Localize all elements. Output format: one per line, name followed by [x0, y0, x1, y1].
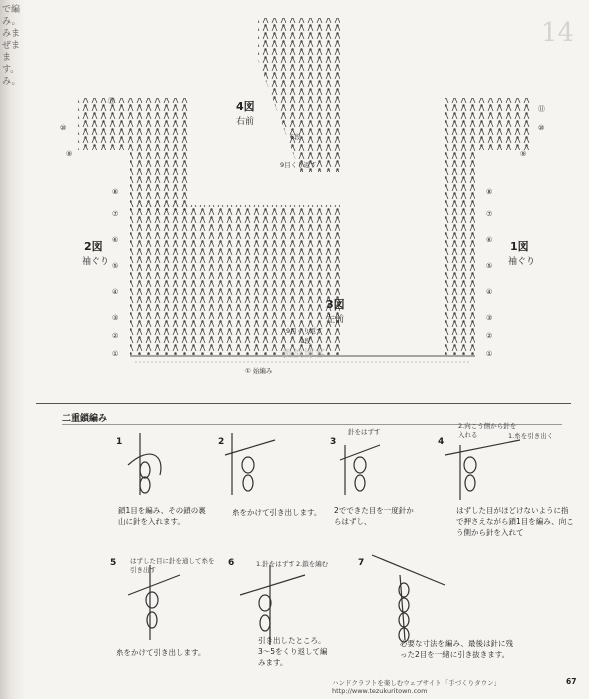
side-page-number: 14 — [541, 18, 575, 48]
step6-annotation: 1.針をはずす — [256, 560, 295, 568]
step4-annotation-2: 1.糸を引き出く — [508, 432, 554, 440]
section-divider — [36, 403, 571, 404]
chart-fig4 — [258, 18, 340, 172]
fig3-start: ① 始編み — [245, 367, 273, 375]
step2-caption: 糸をかけて引き出します。 — [232, 508, 322, 517]
step5-annotation: はずした目に針を通して糸を引き出す — [130, 557, 215, 574]
chart-fig1 — [445, 98, 475, 355]
fig4-count-label: 9目くり返す — [280, 161, 317, 169]
gutter-line: ます。 — [2, 53, 20, 75]
step5-caption: 糸をかけて引き出します。 — [116, 648, 206, 657]
row-marker: ⑪ — [108, 97, 115, 105]
gutter-line: みま — [2, 29, 21, 39]
row-marker: ⑤ — [112, 262, 119, 270]
row-marker: ⑥ — [112, 236, 119, 244]
step-number: 4 — [438, 437, 445, 447]
row-marker: ⑧ — [112, 188, 119, 196]
row-marker: ② — [112, 332, 119, 340]
step7-caption: 必要な寸法を編み、最後は針に残った2目を一緒に引き抜きます。 — [400, 639, 513, 659]
footer: ハンドクラフトを楽しむウェブサイト「手づくりタウン」 http://www.tezukuritown.com — [332, 679, 501, 695]
step3-caption: 2でできた目を一度針からはずし、 — [334, 506, 414, 526]
gutter-line: み。 — [2, 17, 21, 27]
fig4-label: 右前 — [236, 117, 255, 127]
step4-annotation: 2.向こう側から針を入れる — [458, 422, 517, 439]
row-marker: ⑩ — [60, 124, 67, 132]
step-number: 2 — [218, 437, 225, 447]
fig2-number: 2図 — [84, 240, 103, 253]
row-marker: ⑦ — [486, 210, 493, 218]
step-number: 6 — [228, 558, 235, 568]
row-marker: ② — [486, 332, 493, 340]
row-marker: ⑨ — [66, 150, 73, 158]
fig1-label: 袖ぐり — [508, 257, 536, 267]
step6-caption: 引き出したところ。3〜5をくり返して編みます。 — [258, 636, 328, 667]
fig3-number: 3図 — [326, 298, 345, 311]
page-number: 67 — [566, 677, 577, 686]
row-marker: ① — [486, 350, 493, 358]
step3-annotation: 針をはずす — [348, 428, 381, 436]
gutter-line: み。 — [2, 77, 21, 87]
row-marker: ① — [112, 350, 119, 358]
row-marker: ③ — [112, 314, 119, 322]
step-number: 7 — [358, 558, 365, 568]
step-number: 5 — [110, 558, 117, 568]
step1-caption: 鎖1目を編み、その鎖の裏山に針を入れます。 — [118, 506, 206, 526]
step4-caption: はずした目がほどけないように指で押さえながら鎖1目を編み、向こう側から針を入れて — [456, 506, 574, 537]
fig3-count: 9目くり返す — [286, 327, 323, 335]
row-marker: ⑩ — [538, 124, 545, 132]
fig4-number: 4図 — [236, 100, 255, 113]
row-marker: ④ — [486, 288, 493, 296]
fig2-label: 袖ぐり — [82, 257, 110, 267]
chart-fig2 — [130, 98, 188, 210]
fig3-label: 左前 — [326, 315, 345, 325]
row-marker: ⑦ — [112, 210, 119, 218]
section-title: 二重鎖編み — [62, 414, 108, 424]
fig1-number: 1図 — [510, 240, 529, 253]
step-number: 3 — [330, 437, 337, 447]
step6-annotation-2: 2.鎖を編む — [296, 560, 329, 568]
row-marker: ⑥ — [486, 236, 493, 244]
row-marker: ④ — [112, 288, 119, 296]
fig4-count: 6段 — [290, 133, 301, 141]
watermark: 新浪博客 — [282, 349, 326, 360]
row-marker: ⑧ — [486, 188, 493, 196]
row-marker: ③ — [486, 314, 493, 322]
row-marker: ⑪ — [538, 105, 545, 113]
fig3-count-label: 9段 — [300, 337, 311, 345]
step-number: 1 — [116, 437, 123, 447]
row-marker: ⑤ — [486, 262, 493, 270]
gutter-line: で編 — [2, 5, 21, 15]
row-marker: ⑨ — [520, 150, 527, 158]
gutter-line: ぜま — [2, 41, 21, 51]
